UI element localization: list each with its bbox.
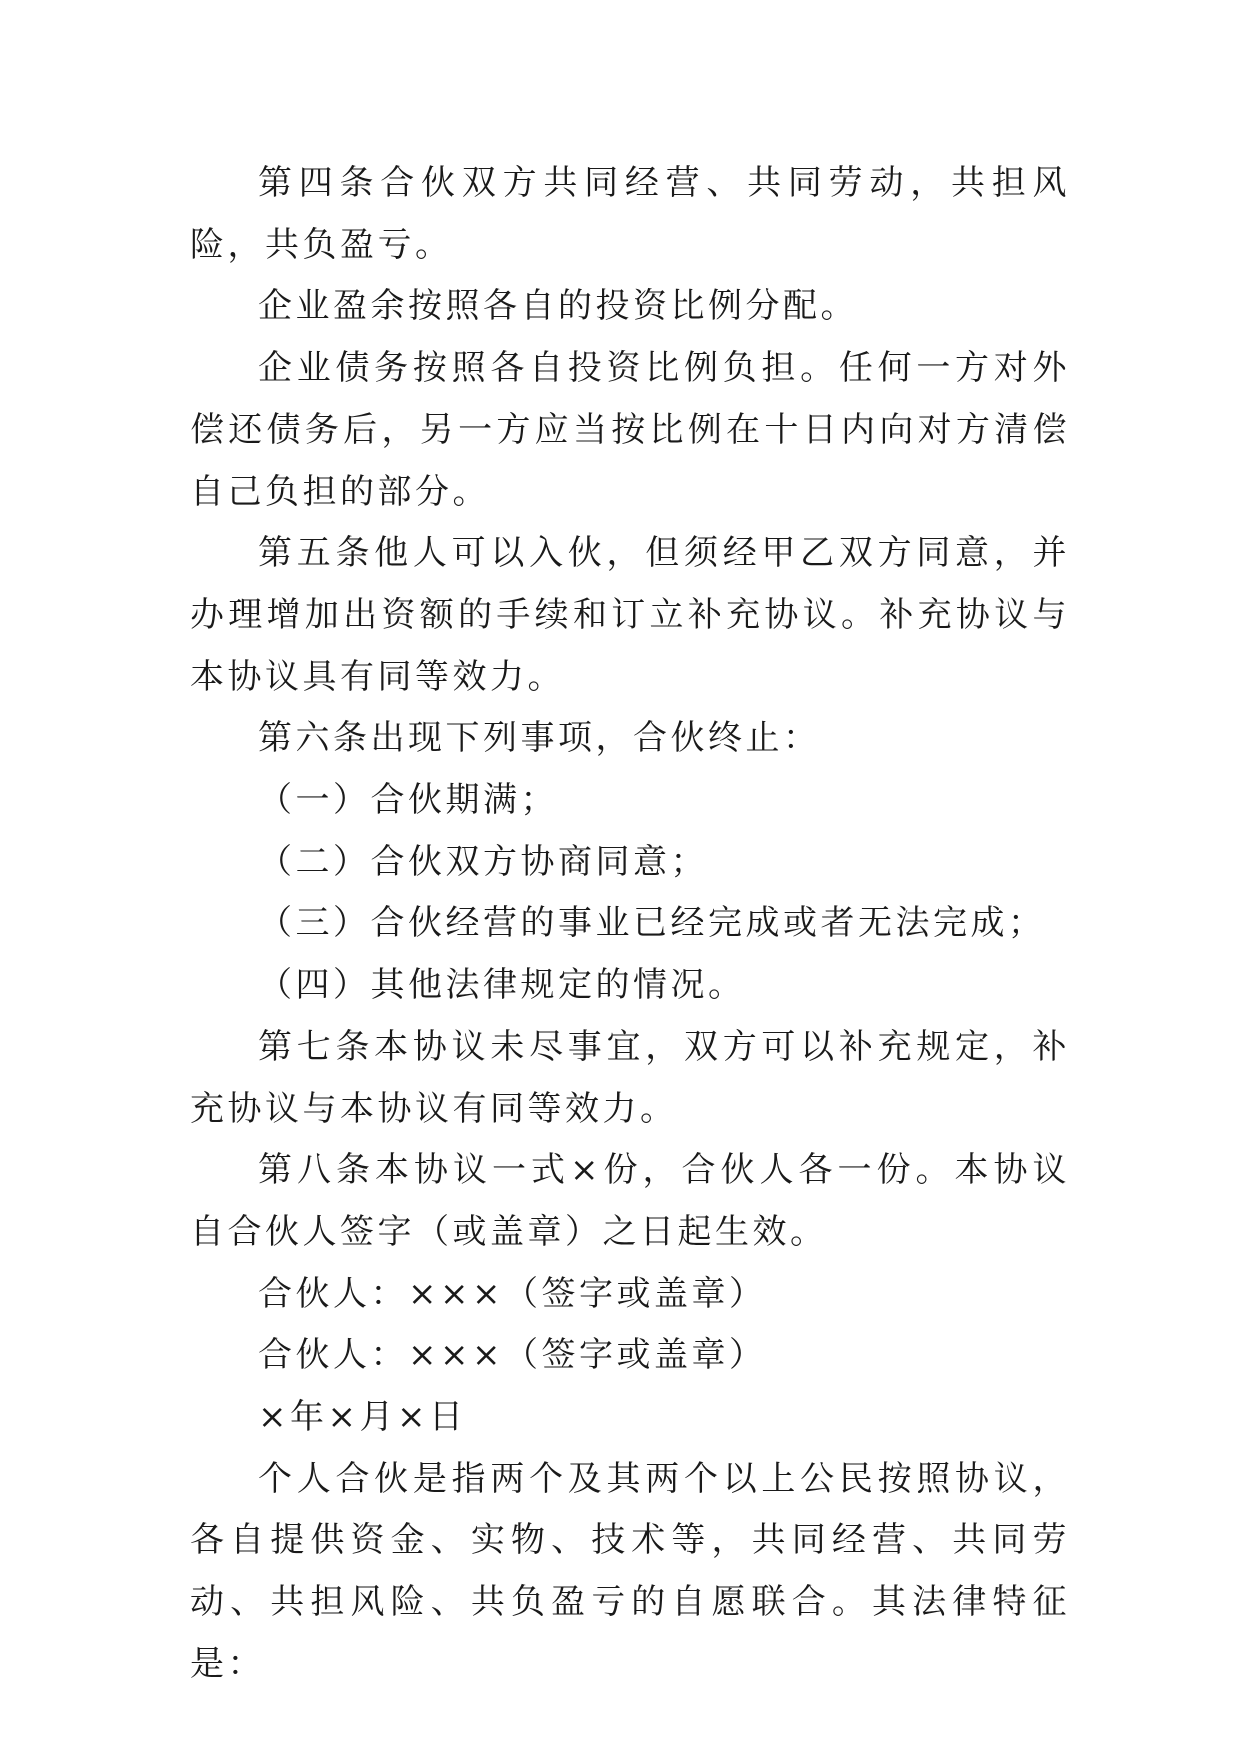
- list-item-termination-4: （四）其他法律规定的情况。: [258, 965, 746, 1006]
- paragraph-debt-sharing: 企业债务按照各自投资比例负担。任何一方对外偿还债务后，另一方应当按比例在十日内向对方清偿自己负担的部分。: [190, 348, 1070, 512]
- list-item-termination-3: （三）合伙经营的事业已经完成或者无法完成；: [258, 903, 1046, 944]
- signature-line-partner-1: 合伙人：×××（签字或盖章）: [258, 1273, 767, 1314]
- paragraph-definition: 个人合伙是指两个及其两个以上公民按照协议，各自提供资金、实物、技术等，共同经营、共同劳动、共担风险、共负盈亏的自愿联合。其法律特征是：: [190, 1458, 1070, 1684]
- paragraph-article-4: 第四条合伙双方共同经营、共同劳动，共担风险，共负盈亏。: [190, 163, 1070, 265]
- date-line: ×年×月×日: [258, 1397, 467, 1438]
- signature-line-partner-2: 合伙人：×××（签字或盖章）: [258, 1335, 767, 1376]
- paragraph-profit-distribution: 企业盈余按照各自的投资比例分配。: [258, 286, 858, 327]
- document-body: [190, 153, 1070, 1696]
- paragraph-article-5: 第五条他人可以入伙，但须经甲乙双方同意，并办理增加出资额的手续和订立补充协议。补充协议与本协议具有同等效力。: [190, 533, 1070, 697]
- list-item-termination-2: （二）合伙双方协商同意；: [258, 841, 708, 882]
- list-item-termination-1: （一）合伙期满；: [258, 780, 558, 821]
- paragraph-article-8: 第八条本协议一式×份，合伙人各一份。本协议自合伙人签字（或盖章）之日起生效。: [190, 1150, 1070, 1252]
- paragraph-article-6: 第六条出现下列事项，合伙终止：: [258, 718, 821, 759]
- paragraph-article-7: 第七条本协议未尽事宜，双方可以补充规定，补充协议与本协议有同等效力。: [190, 1026, 1070, 1129]
